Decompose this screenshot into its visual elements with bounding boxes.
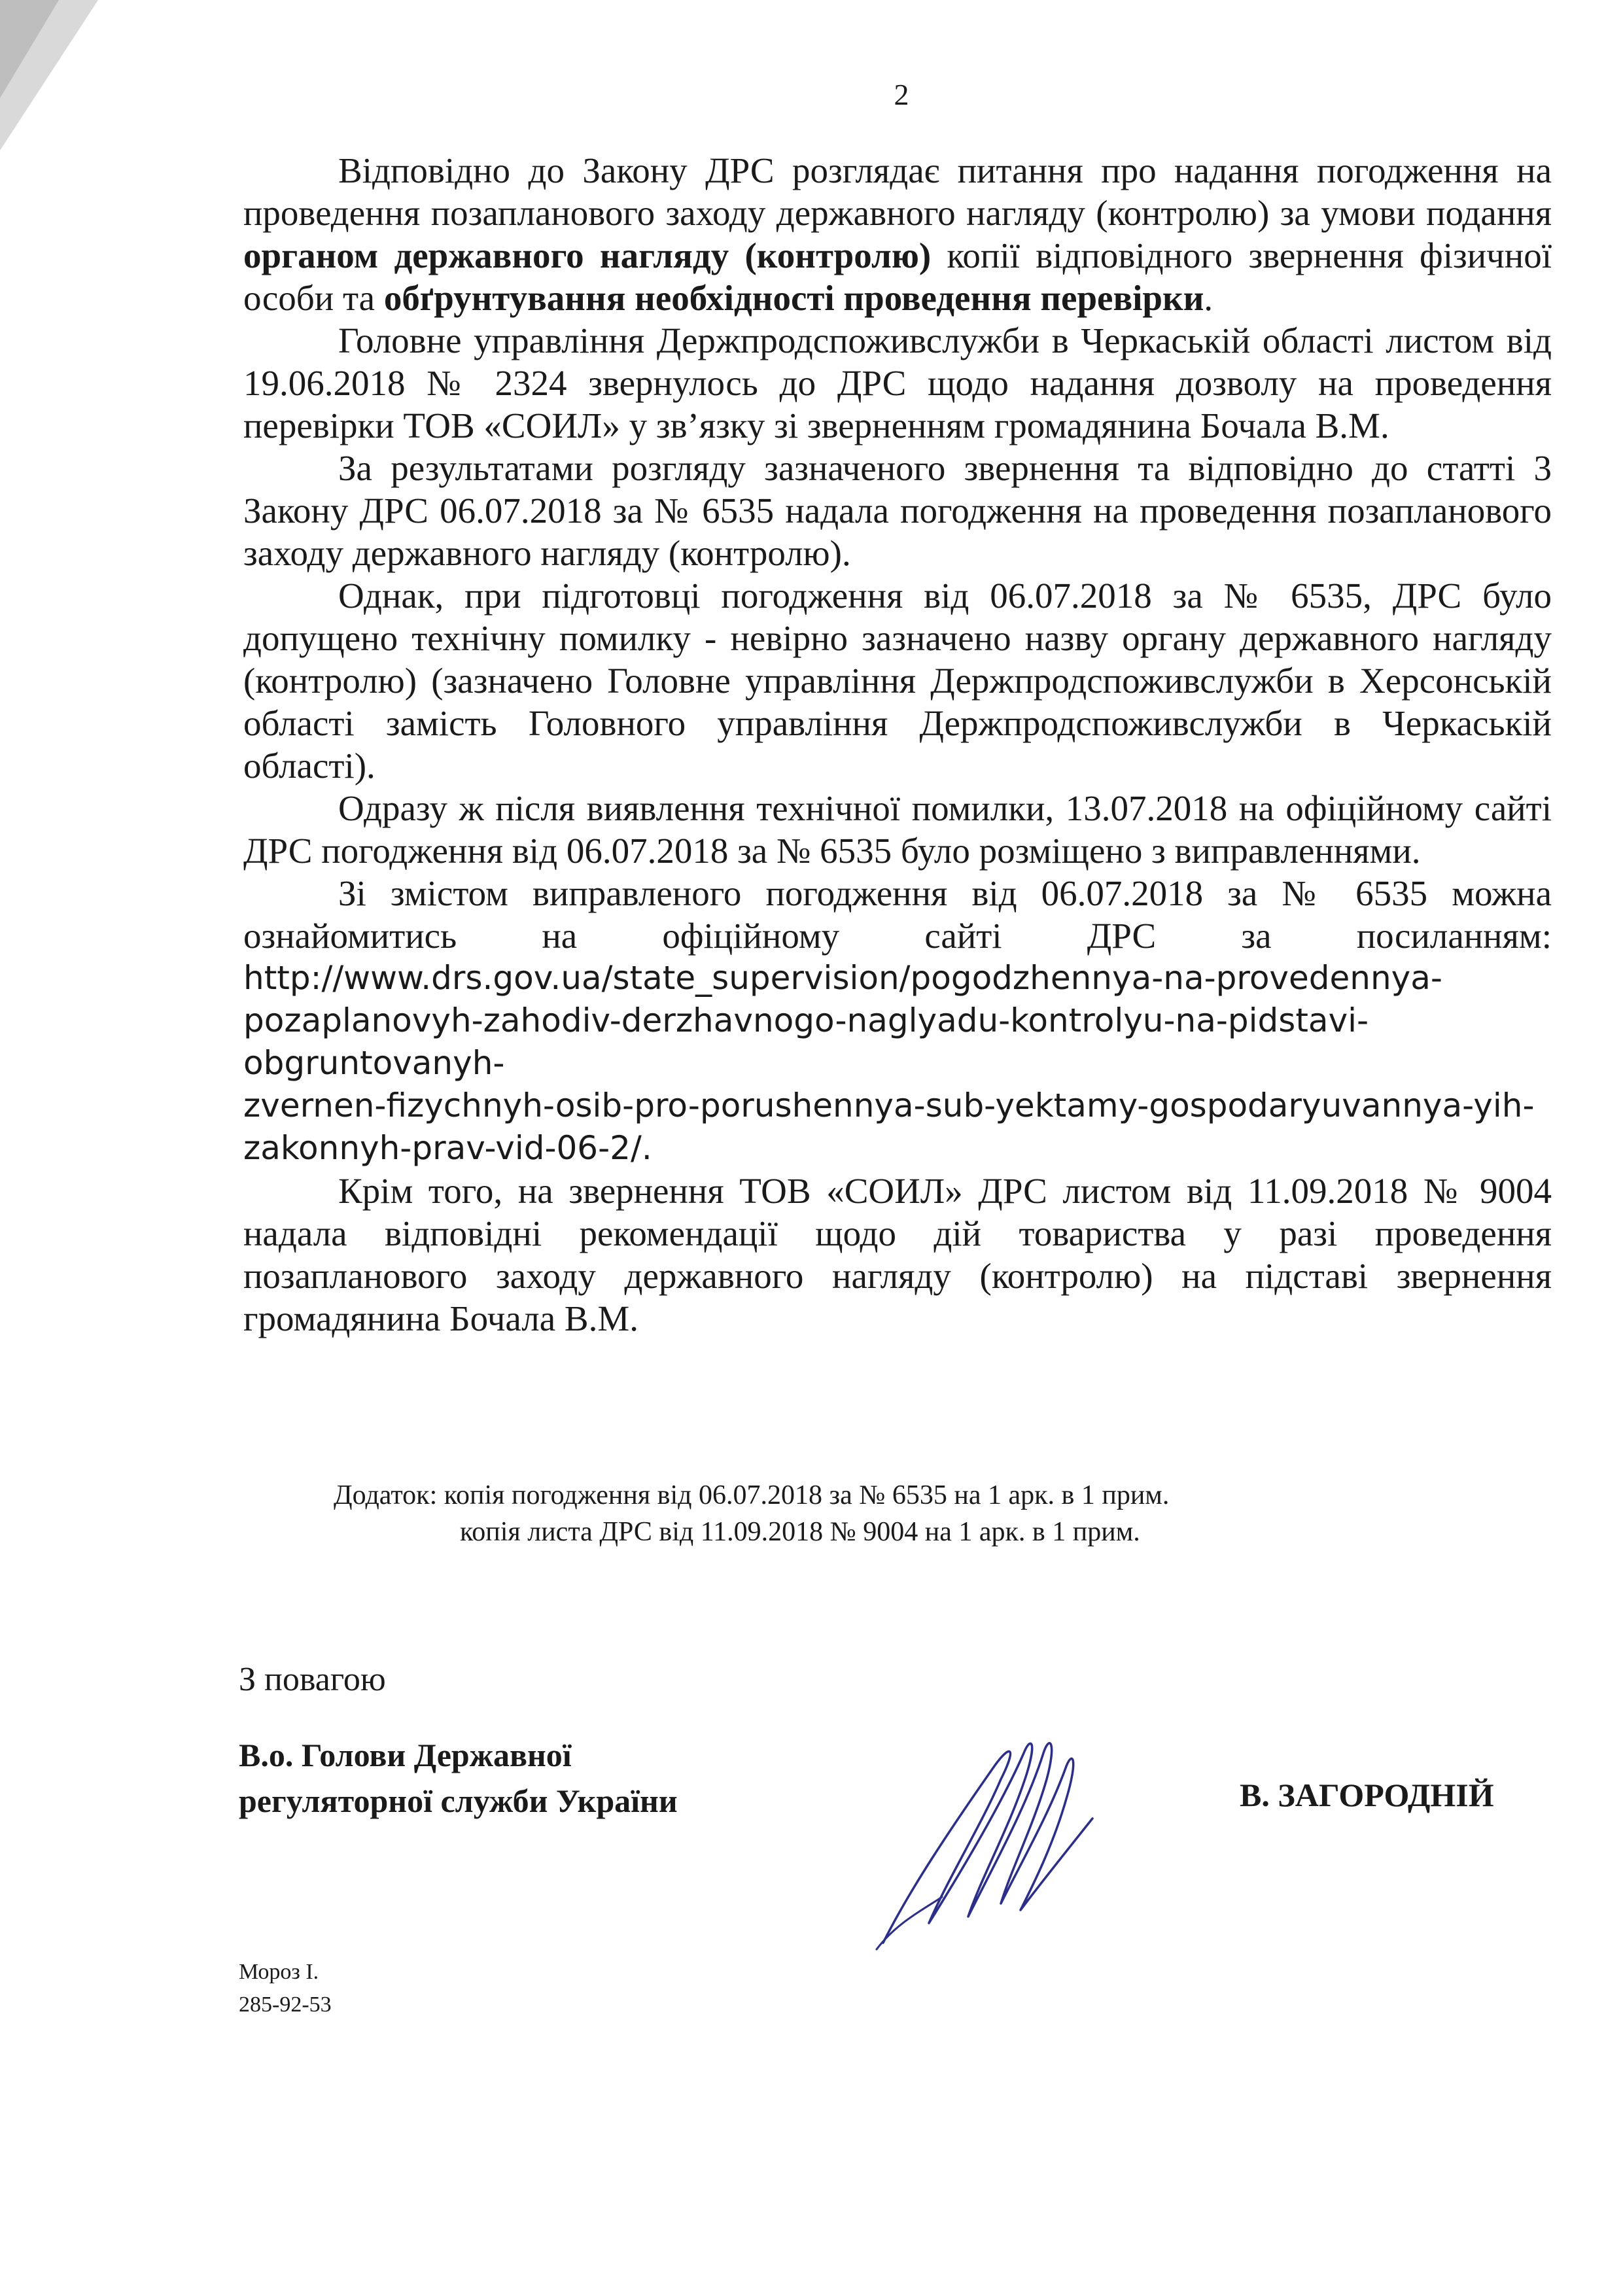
attachment-line-1: Додаток: копія погодження від 06.07.2018 за № 6535 на 1 арк. в 1 прим. [334,1480,1170,1510]
page-number: 2 [894,78,909,111]
signatory-title-line-2: регуляторної служби України [239,1783,678,1819]
url-line: zvernen-fizychnyh-osib-pro-porushennya-sub-yektamy-gospodaryuvannya-yih- [243,1087,1535,1124]
paragraph-7: Крім того, на звернення ТОВ «СОИЛ» ДРС листом від 11.09.2018 № 9004 надала відповідні рекомендації щодо дій товариства у разі проведення позапланового заходу державного нагляду (контролю) на підставі звернення громадянина Бочала В.М. [243,1171,1552,1338]
url-line: zakonnyh-prav-vid-06-2/. [243,1129,652,1167]
handwritten-signature [870,1727,1112,1962]
paragraph-1: Відповідно до Закону ДРС розглядає питання про надання погодження на проведення позапланового заходу державного нагляду (контролю) за умови подання органом державного нагляду (контролю) копії відповідного звернення фізичної особи та обґрунтування необхідності проведення перевірки. [243,150,1552,318]
closing-phrase: З повагою [239,1661,386,1698]
signatory-title [239,1732,678,1824]
drs-link[interactable] [243,957,1552,1170]
signatory-title-line-1: В.о. Голови Державної [239,1737,572,1773]
paragraph-3: За результатами розгляду зазначеного звернення та відповідно до статті 3 Закону ДРС 06.07.2018 за № 6535 надала погодження на проведення позапланового заходу державного нагляду (контролю). [243,448,1552,573]
executor-phone: 285-92-53 [239,1992,332,2017]
paragraph-5: Одразу ж після виявлення технічної помилки, 13.07.2018 на офіційному сайті ДРС погодження від 06.07.2018 за № 6535 було розміщено з виправленнями. [243,788,1552,871]
signatory-name: В. ЗАГОРОДНІЙ [1240,1777,1494,1813]
folded-corner-shadow-dark [0,0,59,98]
url-line: pozaplanovyh-zahodiv-derzhavnogo-naglyadu-kontrolyu-na-pidstavi-obgruntovanyh- [243,1001,1369,1082]
executor-name: Мороз І. [239,1960,319,1984]
paragraph-6-line-2: ознайомитись на офіційному сайті ДРС за посиланням: [243,916,1552,956]
paragraph-6-line-1: Зі змістом виправленого погодження від 06.07.2018 за № 6535 можна [338,873,1552,913]
url-line: http://www.drs.gov.ua/state_supervision/pogodzhennya-na-provedennya- [243,959,1442,997]
attachment-line-2: копія листа ДРС від 11.09.2018 № 9004 на 1 арк. в 1 прим. [460,1517,1140,1547]
paragraph-2: Головне управління Держпродспоживслужби в Черкаській області листом від 19.06.2018 № 2324 звернулось до ДРС щодо надання дозволу на проведення перевірки ТОВ «СОИЛ» у зв’язку зі зверненням громадянина Бочала В.М. [243,321,1552,445]
attachments [334,1477,1446,1550]
executor-info [239,1956,332,2021]
paragraph-4: Однак, при підготовці погодження від 06.07.2018 за № 6535, ДРС було допущено технічну помилку - невірно зазначено назву органу державного нагляду (контролю) (зазначено Головне управління Держпродспоживслужби в Херсонській області замість Головного управління Держпродспоживслужби в Черкаській області). [243,576,1552,786]
letter-body [243,149,1552,1340]
